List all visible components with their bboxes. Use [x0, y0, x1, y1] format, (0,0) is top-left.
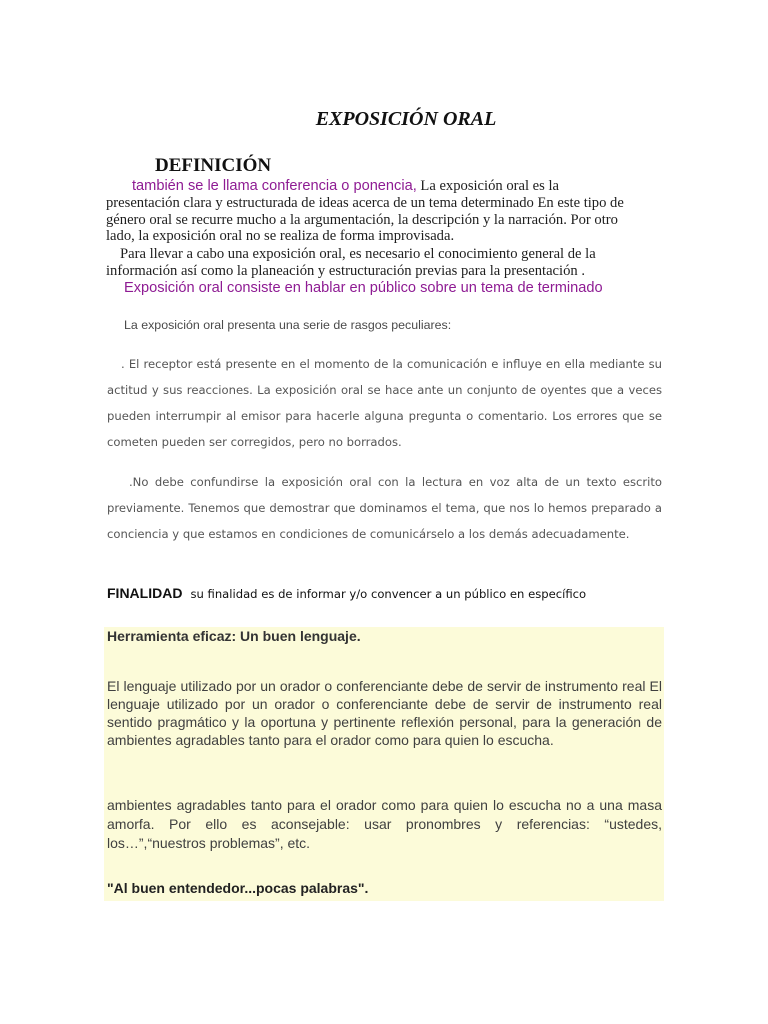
definicion-paragraph	[106, 178, 626, 245]
finalidad-line	[107, 585, 586, 603]
herramienta-heading: Herramienta eficaz: Un buen lenguaje.	[107, 628, 361, 644]
herramienta-paragraph-2: ambientes agradables tanto para el orador como para quien lo escucha no a una masa amorfa. Por ello es aconsejable: usar pronombres y referencias: “ustedes, los…”,“nuestros problemas”, etc.	[107, 797, 662, 851]
definicion-heading: DEFINICIÓN	[155, 155, 272, 176]
page-title: EXPOSICIÓN ORAL	[315, 108, 497, 130]
definicion-purple-line: Exposición oral consiste en hablar en público sobre un tema de terminado	[124, 280, 603, 296]
herramienta-quote: "Al buen entendedor...pocas palabras".	[107, 880, 369, 896]
finalidad-text: su finalidad es de informar y/o convencer a un público en específico	[190, 587, 587, 601]
herramienta-paragraph-1: El lenguaje utilizado por un orador o conferenciante debe de servir de instrumento real El lenguaje utilizado por un orador o conferenciante debe de servir de instrumento real sentido pragmático y la oportuna y pertinente reflexión personal, para la generación de ambientes agradables tanto para el orador como para quien lo escucha.	[107, 678, 662, 748]
planeacion-paragraph: Para llevar a cabo una exposición oral, es necesario el conocimiento general de la información así como la planeación y estructuración previas para la presentación .	[106, 246, 596, 279]
rasgos-item-2: .No debe confundirse la exposición oral con la lectura en voz alta de un texto escrito previamente. Tenemos que demostrar que dominamos el tema, que nos lo hemos preparado a conciencia y que estamos en condiciones de comunicárselo a los demás adecuadamente.	[107, 475, 662, 541]
herramienta-highlight-box	[104, 627, 664, 901]
finalidad-label: FINALIDAD	[107, 585, 183, 601]
definicion-purple-lead: también se le llama conferencia o ponencia,	[132, 178, 417, 194]
rasgos-lead: La exposición oral presenta una serie de rasgos peculiares:	[124, 318, 452, 332]
definicion-text: La exposición oral es la presentación clara y estructurada de ideas acerca de un tema determinado En este tipo de género oral se recurre mucho a la argumentación, la descripción y la narración. Por otro lado, la exposición oral no se realiza de forma improvisada.	[106, 178, 624, 245]
rasgos-item-1: . El receptor está presente en el momento de la comunicación e influye en ella mediante su actitud y sus reacciones. La exposición oral se hace ante un conjunto de oyentes que a veces pueden interrumpir al emisor para hacerle alguna pregunta o comentario. Los errores que se cometen pueden ser corregidos, pero no borrados.	[107, 357, 662, 449]
